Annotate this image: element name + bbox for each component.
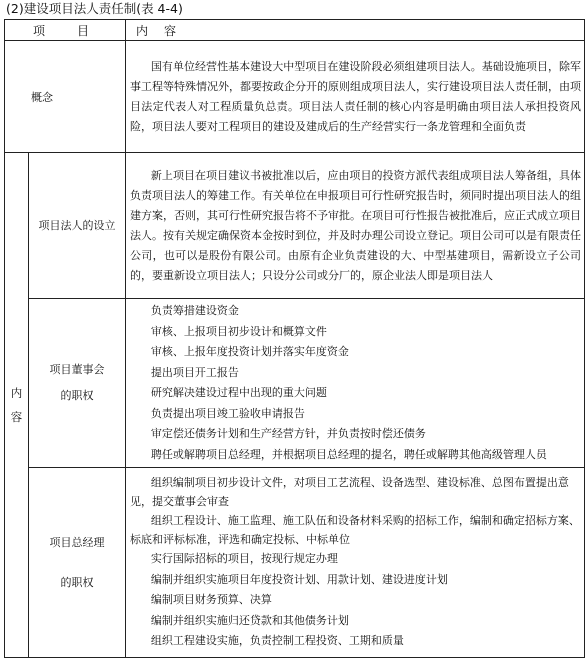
establish-row bbox=[5, 153, 585, 299]
board-row bbox=[5, 299, 585, 468]
manager-duties bbox=[126, 468, 585, 658]
header-item-cell bbox=[5, 20, 126, 41]
table-caption: (2)建设项目法人责任制(表 4-4) bbox=[6, 1, 183, 16]
concept-label: 概念 bbox=[5, 41, 126, 153]
concept-text: 国有单位经营性基本建设大中型项目在建设阶段必须组建项目法人。基础设施项目，除军事工程等特殊情况外，都要按政企分开的原则组成项目法人，实行建设项目法人责任制，由项目法定代表人对工程质量负总责。项目法人责任制的核心内容是明确由项目法人承担投资风险，项目法人要对工程项目的建设及建成后的生产经营实行一条龙管理和全面负责 bbox=[126, 41, 585, 153]
board-duty-item: 审核、上报项目初步设计和概算文件 bbox=[150, 324, 327, 338]
manager-duty-item: 实行国际招标的项目，按现行规定办理 bbox=[150, 552, 338, 566]
board-duty-item: 负责提出项目竣工验收申请报告 bbox=[150, 406, 305, 420]
manager-duty-item: 组织工程建设实施，负责控制工程投资、工期和质量 bbox=[150, 634, 404, 648]
manager-row bbox=[5, 468, 585, 658]
board-label-line-2: 的职权 bbox=[60, 389, 94, 402]
header-content-char-2: 容 bbox=[164, 23, 177, 38]
manager-duty-item: 组织工程设计、施工监理、施工队伍和设备材料采购的招标工作，编制和确定招标方案、标底和评标标准，评选和确定投标、中标单位 bbox=[130, 514, 580, 547]
board-duty-item: 审定偿还债务计划和生产经营方针，并负责按时偿还债务 bbox=[150, 427, 426, 440]
concept-row bbox=[5, 41, 585, 153]
manager-label bbox=[29, 468, 126, 658]
board-duty-item: 负责筹措建设资金 bbox=[150, 304, 239, 317]
content-group-char-2: 容 bbox=[10, 410, 23, 424]
header-item-char-2: 目 bbox=[77, 23, 90, 38]
board-duty-item: 提出项目开工报告 bbox=[150, 365, 239, 379]
header-item-char-1: 项 bbox=[33, 23, 46, 38]
content-group-char-1: 内 bbox=[10, 386, 23, 400]
table-header-row bbox=[5, 20, 585, 41]
manager-label-line-1: 项目总经理 bbox=[49, 535, 105, 549]
board-duty-item: 研究解决建设过程中出现的重大问题 bbox=[150, 386, 327, 399]
manager-duty-item: 编制项目财务预算、决算 bbox=[150, 593, 272, 607]
content-group-label bbox=[5, 153, 29, 658]
header-content-cell bbox=[126, 20, 585, 41]
establish-text: 新上项目在项目建议书被批准以后，应由项目的投资方派代表组成项目法人筹备组，具体负责项目法人的筹建工作。有关单位在申报项目可行性研究报告时，须同时提出项目法人的组建方案，否则，其可行性研究报告将不予审批。在项目可行性报告被批准后，应正式成立项目法人。按有关规定确保资本金按时到位，并及时办理公司设立登记。项目公司可以是有限责任公司，也可以是股份有限公司。由原有企业负责建设的大、中型基建项目，需新设立子公司的，要重新设立项目法人；只设分公司或分厂的，原企业法人即是项目法人 bbox=[126, 153, 585, 299]
board-duties bbox=[126, 299, 585, 468]
manager-duty-item: 编制并组织实施归还贷款和其他债务计划 bbox=[150, 613, 349, 627]
manager-label-line-2: 的职权 bbox=[60, 575, 94, 589]
manager-duty-item: 编制并组织实施项目年度投资计划、用款计划、建设进度计划 bbox=[150, 572, 448, 586]
board-duty-item: 聘任或解聘项目总经理，并根据项目总经理的提名，聘任或解聘其他高级管理人员 bbox=[150, 447, 547, 461]
responsibility-table bbox=[4, 19, 585, 658]
board-label bbox=[29, 299, 126, 468]
board-label-line-1: 项目董事会 bbox=[49, 363, 105, 376]
establish-label: 项目法人的设立 bbox=[29, 153, 126, 299]
manager-duty-item: 组织编制项目初步设计文件，对项目工艺流程、设备选型、建设标准、总图布置提出意见，提交董事会审查 bbox=[130, 476, 569, 509]
board-duty-item: 审核、上报年度投资计划并落实年度资金 bbox=[150, 345, 349, 358]
header-content-char-1: 内 bbox=[136, 23, 149, 38]
